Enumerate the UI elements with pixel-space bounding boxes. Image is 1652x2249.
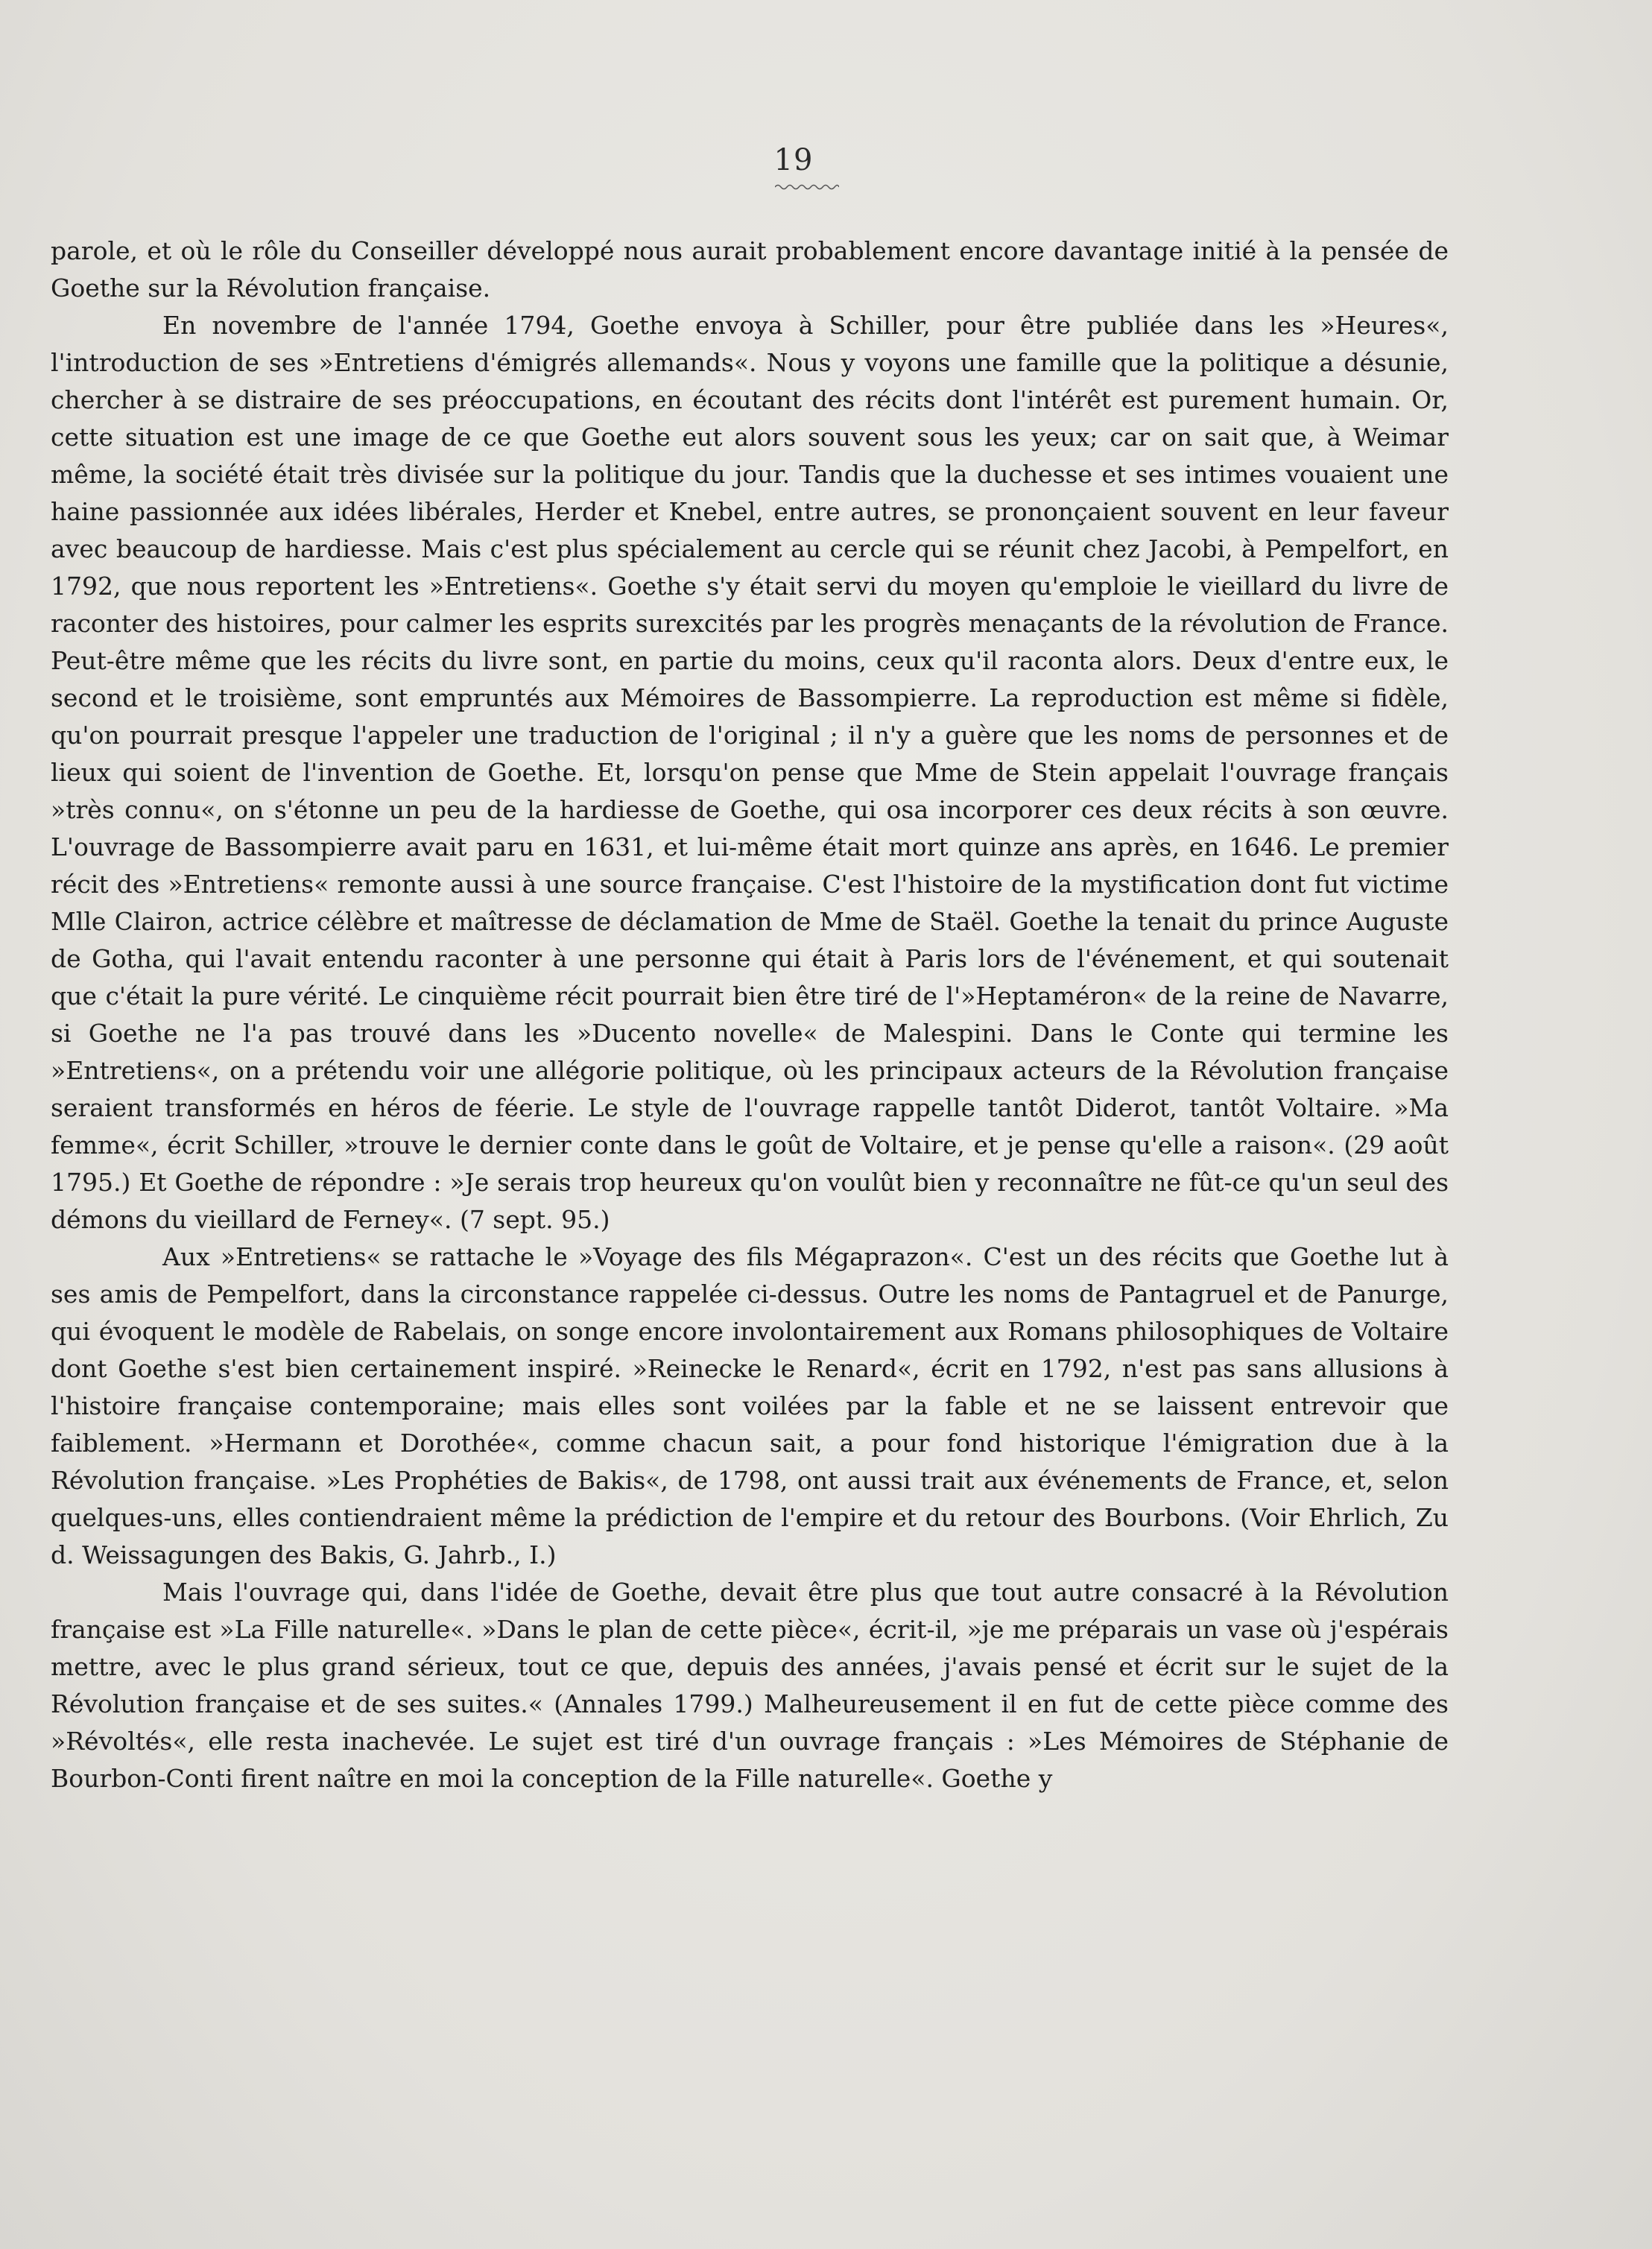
page-number: 19: [773, 143, 814, 177]
body-text: [51, 233, 1449, 1797]
paragraph: Aux »Entretiens« se rattache le »Voyage des fils Mégaprazon«. C'est un des récits que Goethe lut à ses amis de Pempelfort, dans la circonstance rappelée ci-dessus. Outre les noms de Pantagruel et de Panurge, qui évoquent le modèle de Rabelais, on songe encore involontairement aux Romans philosophiques de Voltaire dont Goethe s'est bien certainement inspiré. »Reinecke le Renard«, écrit en 1792, n'est pas sans allusions à l'histoire française contemporaine; mais elles sont voilées par la fable et ne se laissent entrevoir que faiblement. »Hermann et Dorothée«, comme chacun sait, a pour fond historique l'émigration due à la Révolution française. »Les Prophéties de Bakis«, de 1798, ont aussi trait aux événements de France, et, selon quelques-uns, elles contiendraient même la prédiction de l'empire et du retour des Bourbons. (Voir Ehrlich, Zu d. Weissagungen des Bakis, G. Jahrb., I.): [51, 1242, 1449, 1569]
paragraph: Mais l'ouvrage qui, dans l'idée de Goethe, devait être plus que tout autre consacré à la Révolution française est »La Fille naturelle«. »Dans le plan de cette pièce«, écrit-il, »je me préparais un vase où j'espérais mettre, avec le plus grand sérieux, tout ce que, depuis des années, j'avais pensé et écrit sur le sujet de la Révolution française et de ses suites.« (Annales 1799.) Malheureusement il en fut de cette pièce comme des »Révoltés«, elle resta inachevée. Le sujet est tiré d'un ouvrage français : »Les Mémoires de Stéphanie de Bourbon-Conti firent naître en moi la conception de la Fille naturelle«. Goethe y: [51, 1578, 1449, 1793]
wavy-underline-ornament: [775, 183, 839, 191]
paragraph: En novembre de l'année 1794, Goethe envoya à Schiller, pour être publiée dans les »Heures«, l'introduction de ses »Entretiens d'émigrés allemands«. Nous y voyons une famille que la politique a désunie, chercher à se distraire de ses préoccupations, en écoutant des récits dont l'intérêt est purement humain. Or, cette situation est une image de ce que Goethe eut alors souvent sous les yeux; car on sait que, à Weimar même, la société était très divisée sur la politique du jour. Tandis que la duchesse et ses intimes vouaient une haine passionnée aux idées libérales, Herder et Knebel, entre autres, se prononçaient souvent en leur faveur avec beaucoup de hardiesse. Mais c'est plus spécialement au cercle qui se réunit chez Jacobi, à Pempelfort, en 1792, que nous reportent les »Entretiens«. Goethe s'y était servi du moyen qu'emploie le vieillard du livre de raconter des histoires, pour calmer les esprits surexcités par les progrès menaçants de la révolution de France. Peut-être même que les récits du livre sont, en partie du moins, ceux qu'il raconta alors. Deux d'entre eux, le second et le troisième, sont empruntés aux Mémoires de Bassompierre. La reproduction est même si fidèle, qu'on pourrait presque l'appeler une traduction de l'original ; il n'y a guère que les noms de personnes et de lieux qui soient de l'invention de Goethe. Et, lorsqu'on pense que Mme de Stein appelait l'ouvrage français »très connu«, on s'étonne un peu de la hardiesse de Goethe, qui osa incorporer ces deux récits à son œuvre. L'ouvrage de Bassompierre avait paru en 1631, et lui-même était mort quinze ans après, en 1646. Le premier récit des »Entretiens« remonte aussi à une source française. C'est l'histoire de la mystification dont fut victime Mlle Clairon, actrice célèbre et maîtresse de déclamation de Mme de Staël. Goethe la tenait du prince Auguste de Gotha, qui l'avait entendu raconter à une personne qui était à Paris lors de l'événement, et qui soutenait que c'était la pure vérité. Le cinquième récit pourrait bien être tiré de l'»Heptaméron« de la reine de Navarre, si Goethe ne l'a pas trouvé dans les »Ducento novelle« de Malespini. Dans le Conte qui termine les »Entretiens«, on a prétendu voir une allégorie politique, où les principaux acteurs de la Révolution française seraient transformés en héros de féerie. Le style de l'ouvrage rappelle tantôt Diderot, tantôt Voltaire. »Ma femme«, écrit Schiller, »trouve le dernier conte dans le goût de Voltaire, et je pense qu'elle a raison«. (29 août 1795.) Et Goethe de répondre : »Je serais trop heureux qu'on voulût bien y reconnaître ne fût-ce qu'un seul des démons du vieillard de Ferney«. (7 sept. 95.): [51, 311, 1449, 1234]
paragraph: parole, et où le rôle du Conseiller développé nous aurait probablement encore davantage initié à la pensée de Goethe sur la Révolution française.: [51, 236, 1449, 303]
